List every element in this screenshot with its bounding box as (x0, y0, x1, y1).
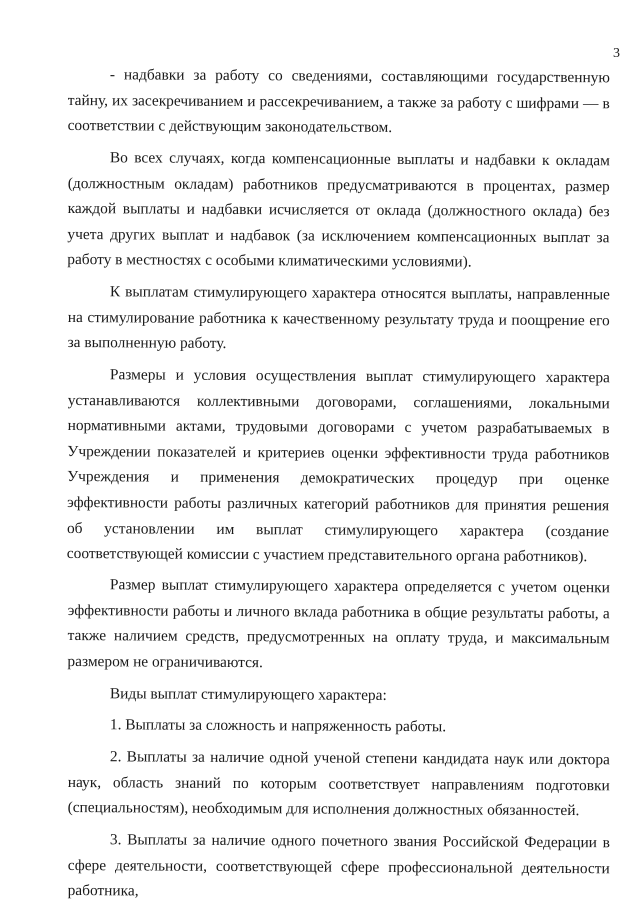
paragraph-incentive-definition: К выплатам стимулирующего характера относятся выплаты, направленные на стимулирование работника к качественному результату труда и поощрение его за выполненную работу. (67, 283, 610, 352)
paragraph-secret-info-allowance: - надбавки за работу со сведениями, составляющими государственную тайну, их засекречиванием и рассекречиванием, а также за работу с шифрами — в соответствии с действующим законодательством. (67, 66, 610, 137)
paragraph-incentive-conditions: Размеры и условия осуществления выплат стимулирующего характера устанавливаются коллективными договорами, соглашениями, локальными нормативными актами, трудовыми договорами с учетом разрабатываемых в Учреждении показателей и критериев оценки эффективности труда работников Учреждения и применения демократических процедур при оценке эффективности работы различных категорий работников для принятия решения об установлении им выплат стимулирующего характера (создание соответствующей комиссии с участием представительного органа работников). (66, 365, 610, 565)
paragraph-incentive-types-heading: Виды выплат стимулирующего характера: (109, 684, 387, 704)
paragraph-percent-calculation: Во всех случаях, когда компенсационные выплаты и надбавки к окладам (должностным окладам) работников предусматриваются в процентах, размер каждой выплаты и надбавки исчисляется от оклада (должностного оклада) без учета других выплат и надбавок (за исключением компенсационных выплат за работу в местностях с особыми климатическими условиями). (67, 149, 610, 271)
paragraph-incentive-amount: Размер выплат стимулирующего характера определяется с учетом оценки эффективности работы и личного вклада работника в общие результаты работы, а также наличием средств, предусмотренных на оплату труда, и максимальным размером не ограничиваются. (67, 576, 610, 672)
list-item-honorary-title: 3. Выплаты за наличие одного почетного звания Российской Федерации в сфере деятельности, соответствующей сфере профессиональной деятельности работника, (67, 830, 610, 900)
list-item-complexity: 1. Выплаты за сложность и напряженность работы. (109, 716, 447, 736)
list-item-academic-degree: 2. Выплаты за наличие одной ученой степени кандидата наук или доктора наук, область знаний по которым соответствует направлениям подготовки (специальностям), необходимым для исполнения должностных обязанностей. (67, 748, 610, 820)
page-number: 3 (613, 46, 620, 61)
